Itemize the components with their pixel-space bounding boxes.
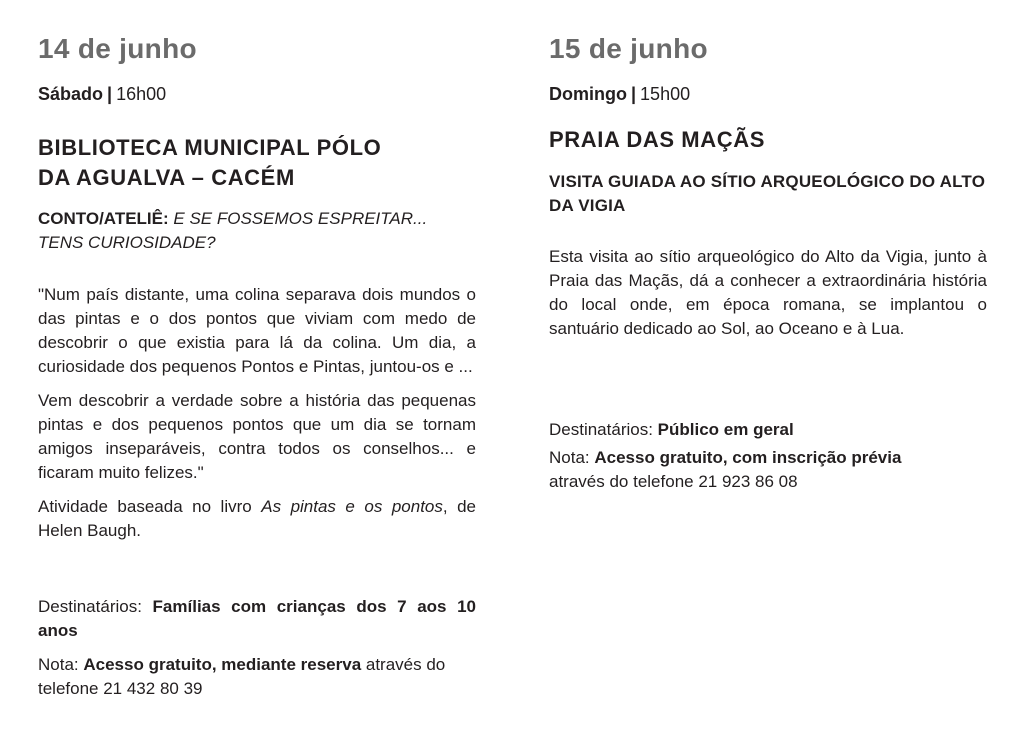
audience-label: Destinatários: bbox=[549, 420, 653, 439]
event-date: 15 de junho bbox=[549, 33, 708, 64]
description-paragraph: Vem descobrir a verdade sobre a história das pequenas pintas e dos pequenos pontos que um dia se tornam amigos inseparáveis, contra todos os conselhos... e ficaram muito felizes." bbox=[38, 391, 476, 482]
audience-value: Público em geral bbox=[657, 420, 794, 439]
audience bbox=[549, 418, 989, 442]
event-info bbox=[38, 595, 478, 701]
book-title: As pintas e os pontos bbox=[261, 497, 443, 516]
audience-label: Destinatários: bbox=[38, 597, 142, 616]
event-activity bbox=[38, 207, 476, 255]
event-day-time bbox=[549, 84, 690, 105]
audience-value: Famílias com crianças dos 7 aos 10 anos bbox=[38, 597, 476, 640]
event-venue bbox=[549, 125, 989, 155]
event-info bbox=[549, 418, 989, 494]
venue-line-2: DA AGUALVA – CACÉM bbox=[38, 165, 295, 190]
event-description bbox=[549, 245, 987, 341]
event-activity: VISITA GUIADA AO SÍTIO ARQUEOLÓGICO DO ALTO DA VIGIA bbox=[549, 172, 986, 215]
note bbox=[38, 653, 478, 701]
note-label: Nota: bbox=[38, 655, 79, 674]
note-value: Acesso gratuito, mediante reserva bbox=[83, 655, 362, 674]
description-paragraph: "Num país distante, uma colina separava dois mundos o das pintas e o dos pontos que viviam com medo de descobrir o que existia para lá da colina. Um dia, a curiosidade dos pequenos Pontos e Pintas, juntou-os e ... bbox=[38, 285, 476, 376]
activity-kind: CONTO/ATELIÊ: bbox=[38, 209, 169, 228]
note bbox=[549, 446, 989, 470]
event-day: Sábado bbox=[38, 84, 104, 104]
separator: | bbox=[107, 84, 113, 104]
note-label: Nota: bbox=[549, 448, 590, 467]
event-day-time bbox=[38, 84, 166, 105]
event-description bbox=[38, 283, 476, 543]
audience bbox=[38, 595, 476, 643]
separator: | bbox=[631, 84, 637, 104]
activity-title: E SE FOSSEMOS ESPREITAR... TENS CURIOSIDADE? bbox=[38, 209, 428, 252]
description-paragraph: Esta visita ao sítio arqueológico do Alto da Vigia, junto à Praia das Maçãs, dá a conhecer a extraordinária história do local onde, em época romana, se implantou o santuário dedicado ao Sol, ao Oceano e à Lua. bbox=[549, 247, 987, 338]
venue-line-1: BIBLIOTECA MUNICIPAL PÓLO bbox=[38, 135, 382, 160]
description-paragraph: Atividade baseada no livro As pintas e os pontos, de Helen Baugh. bbox=[38, 497, 477, 540]
note-value: Acesso gratuito, com inscrição prévia bbox=[594, 448, 902, 467]
event-time: 16h00 bbox=[116, 84, 167, 104]
venue-line-1: PRAIA DAS MAÇÃS bbox=[549, 127, 765, 152]
event-date: 14 de junho bbox=[38, 33, 197, 64]
event-day: Domingo bbox=[549, 84, 627, 104]
event-time: 15h00 bbox=[640, 84, 691, 104]
note-suffix: através do telefone 21 432 80 39 bbox=[38, 655, 446, 698]
note-suffix: através do telefone 21 923 86 08 bbox=[549, 472, 798, 491]
event-venue bbox=[38, 133, 478, 193]
